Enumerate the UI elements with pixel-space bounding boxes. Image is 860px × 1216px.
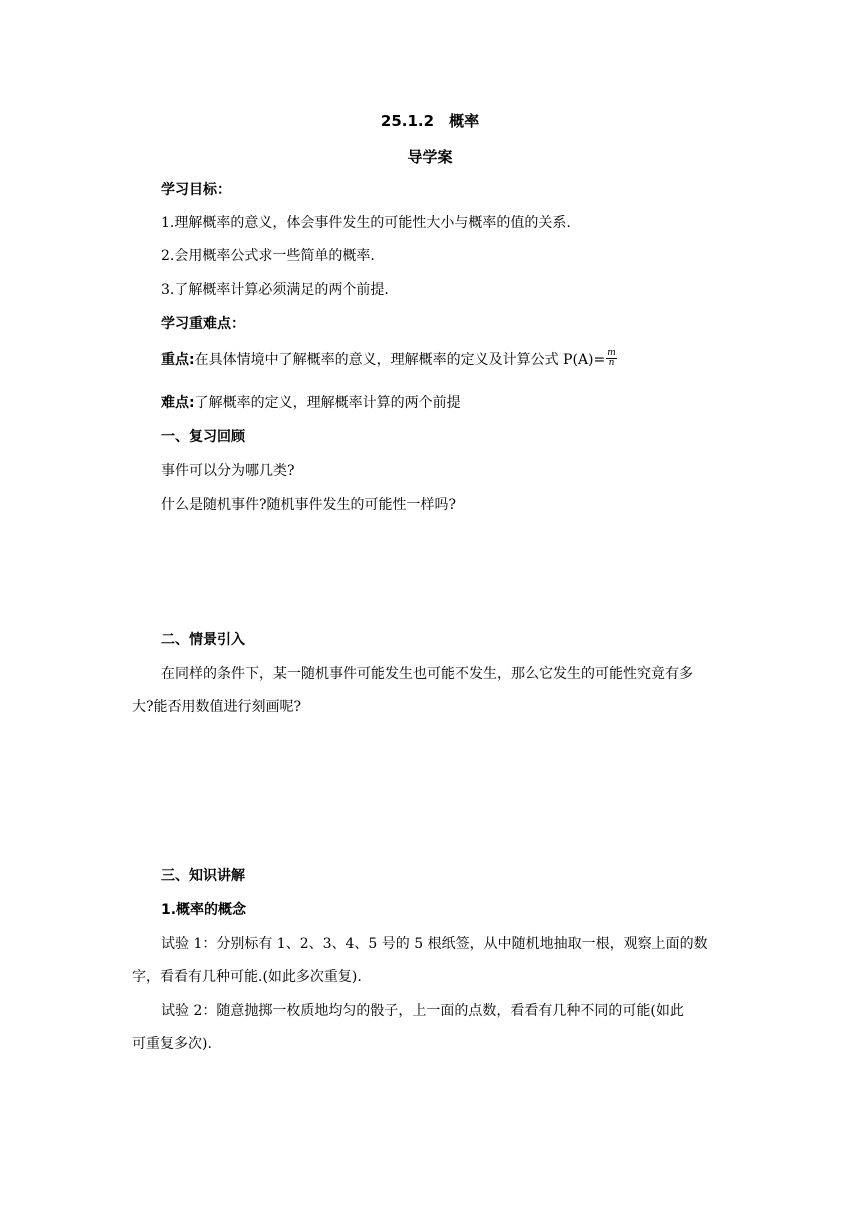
probability-formula-fraction [606, 349, 617, 368]
key-points-heading: 学习重难点： [161, 316, 245, 332]
focus-text: 在具体情境中了解概率的意义，理解概率的定义及计算公式 P(A)= [194, 352, 606, 368]
goal-item-3: 3.了解概率计算必须满足的两个前提. [161, 282, 389, 298]
section3-heading: 三、知识讲解 [161, 868, 245, 884]
document-subtitle: 导学案 [407, 148, 453, 166]
section1-question-2: 什么是随机事件?随机事件发生的可能性一样吗? [161, 497, 457, 513]
section2-paragraph-line1: 在同样的条件下，某一随机事件可能发生也可能不发生，那么它发生的可能性究竟有多 [161, 666, 693, 682]
section1-heading: 一、复习回顾 [161, 429, 245, 445]
focus-line [161, 347, 617, 370]
section2-heading: 二、情景引入 [161, 632, 245, 648]
difficulty-text: 了解概率的定义，理解概率计算的两个前提 [194, 395, 461, 411]
focus-label: 重点: [161, 352, 195, 368]
difficulty-line [161, 393, 461, 413]
section3-subheading: 1.概率的概念 [161, 902, 247, 918]
trial1-line1: 试验 1：分别标有 1、2、3、4、5 号的 5 根纸签，从中随机地抽取一根，观察上面的数 [161, 936, 708, 952]
trial2-line1: 试验 2：随意抛掷一枚质地均匀的骰子，上一面的点数，看看有几种不同的可能(如此 [161, 1003, 684, 1019]
goal-item-2: 2.会用概率公式求一些简单的概率. [161, 248, 375, 264]
trial2-line2: 可重复多次). [132, 1036, 212, 1052]
formula-denominator: n [608, 357, 615, 368]
formula-numerator: m [607, 347, 616, 358]
section1-question-1: 事件可以分为哪几类? [161, 463, 295, 479]
goal-item-1: 1.理解概率的意义，体会事件发生的可能性大小与概率的值的关系. [161, 215, 571, 231]
difficulty-label: 难点: [161, 395, 195, 411]
document-title: 25.1.2 概率 [380, 112, 480, 130]
section2-paragraph-line2: 大?能否用数值进行刻画呢? [132, 699, 302, 715]
trial1-line2: 字，看看有几种可能.(如此多次重复). [132, 969, 362, 985]
goals-heading: 学习目标： [161, 182, 231, 198]
